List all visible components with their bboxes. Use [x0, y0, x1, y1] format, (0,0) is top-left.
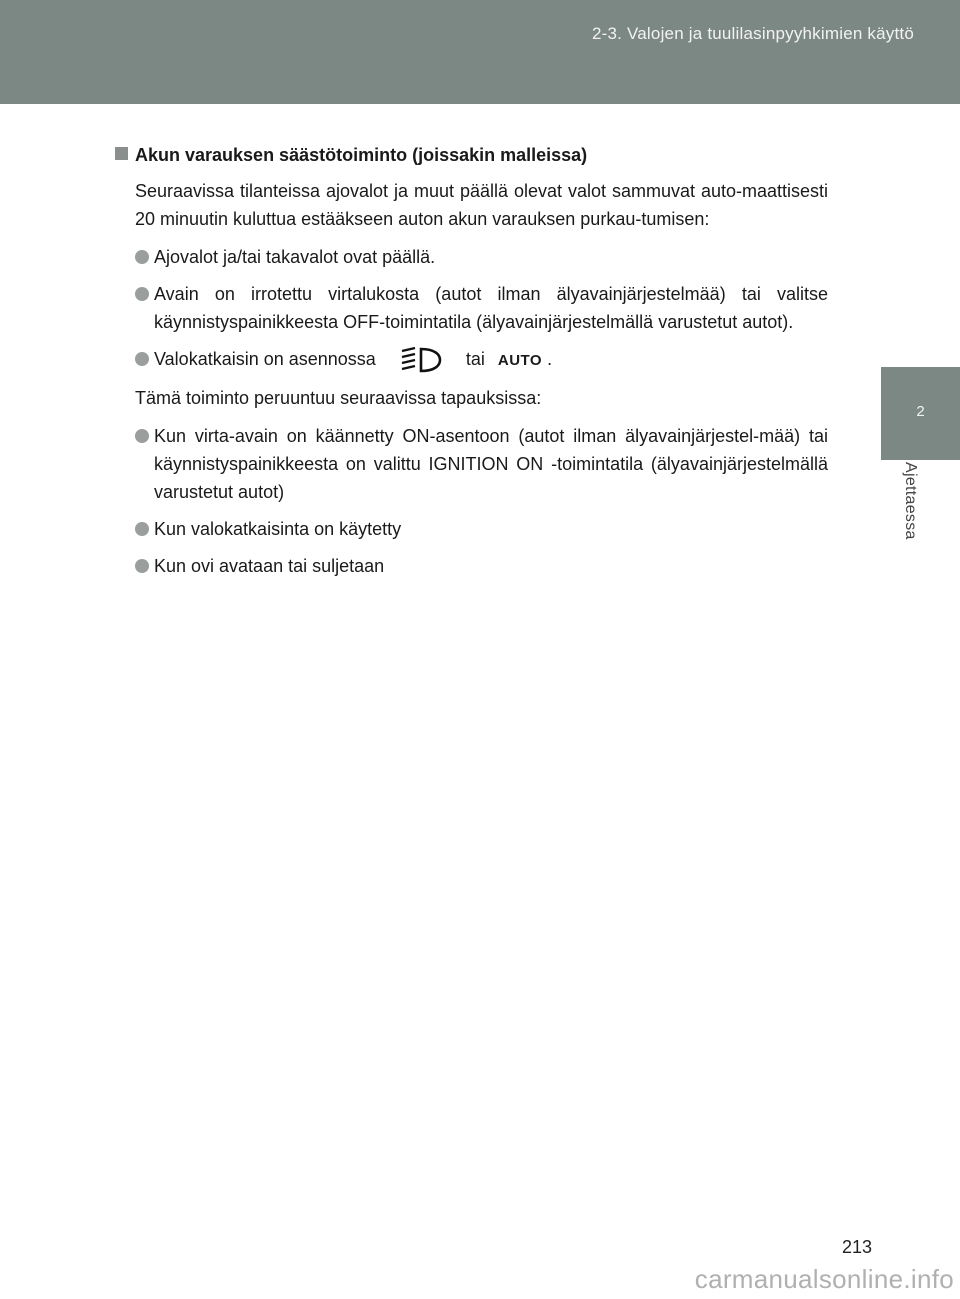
circle-bullet-icon: [135, 522, 149, 536]
auto-symbol: AUTO: [497, 352, 543, 369]
header-band: [0, 0, 960, 104]
list-item: [135, 515, 828, 543]
section-title: 2-3. Valojen ja tuulilasinpyyhkimien käyttö: [591, 24, 914, 43]
page-number: 213: [842, 1237, 873, 1257]
chapter-tab: [881, 367, 960, 460]
circle-bullet-icon: [135, 559, 149, 573]
circle-bullet-icon: [135, 352, 149, 366]
switch-connector: tai: [465, 349, 485, 369]
chapter-number: 2: [916, 403, 925, 420]
chapter-label: Ajettaessa: [902, 462, 919, 540]
page-content: [113, 141, 828, 589]
list-item: [135, 552, 828, 580]
list-item: [135, 243, 828, 271]
section-heading-text: Akun varauksen säästötoiminto (joissakin malleissa): [135, 145, 588, 165]
list-item-text: Avain on irrotettu virtalukosta (autot ilman älyavainjärjestelmää) tai valitse käynnistyspainikkeesta OFF-toimintatila (älyavainjärjestelmällä varustetut autot).: [154, 284, 828, 332]
intro-paragraph: Seuraavissa tilanteissa ajovalot ja muut päällä olevat valot sammuvat auto-maattisesti 20 minuutin kuluttua estääkseen auton akun varauksen purkau-tumisen:: [135, 181, 828, 229]
list-item-text: Ajovalot ja/tai takavalot ovat päällä.: [154, 247, 436, 267]
list-item: [135, 422, 828, 506]
list-item: [135, 345, 828, 375]
list-item: [135, 280, 828, 336]
headlight-symbol-icon: [395, 346, 443, 374]
circle-bullet-icon: [135, 287, 149, 301]
list-item-text: Kun virta-avain on käännetty ON-asentoon (autot ilman älyavainjärjestel-mää) tai käynnistyspainikkeesta on valittu IGNITION ON -toimintatila (älyavainjärjestelmällä varustetut autot): [154, 426, 828, 502]
list-item-text: Kun ovi avataan tai suljetaan: [154, 556, 385, 576]
section-heading: [113, 141, 828, 169]
circle-bullet-icon: [135, 250, 149, 264]
square-bullet-icon: [115, 147, 128, 160]
list-item-text: Kun valokatkaisinta on käytetty: [154, 519, 402, 539]
watermark: carmanualsonline.info: [694, 1264, 954, 1294]
switch-prefix: Valokatkaisin on asennossa: [154, 349, 376, 369]
circle-bullet-icon: [135, 429, 149, 443]
switch-suffix: .: [547, 349, 553, 369]
cancel-intro: Tämä toiminto peruuntuu seuraavissa tapauksissa:: [135, 388, 542, 408]
